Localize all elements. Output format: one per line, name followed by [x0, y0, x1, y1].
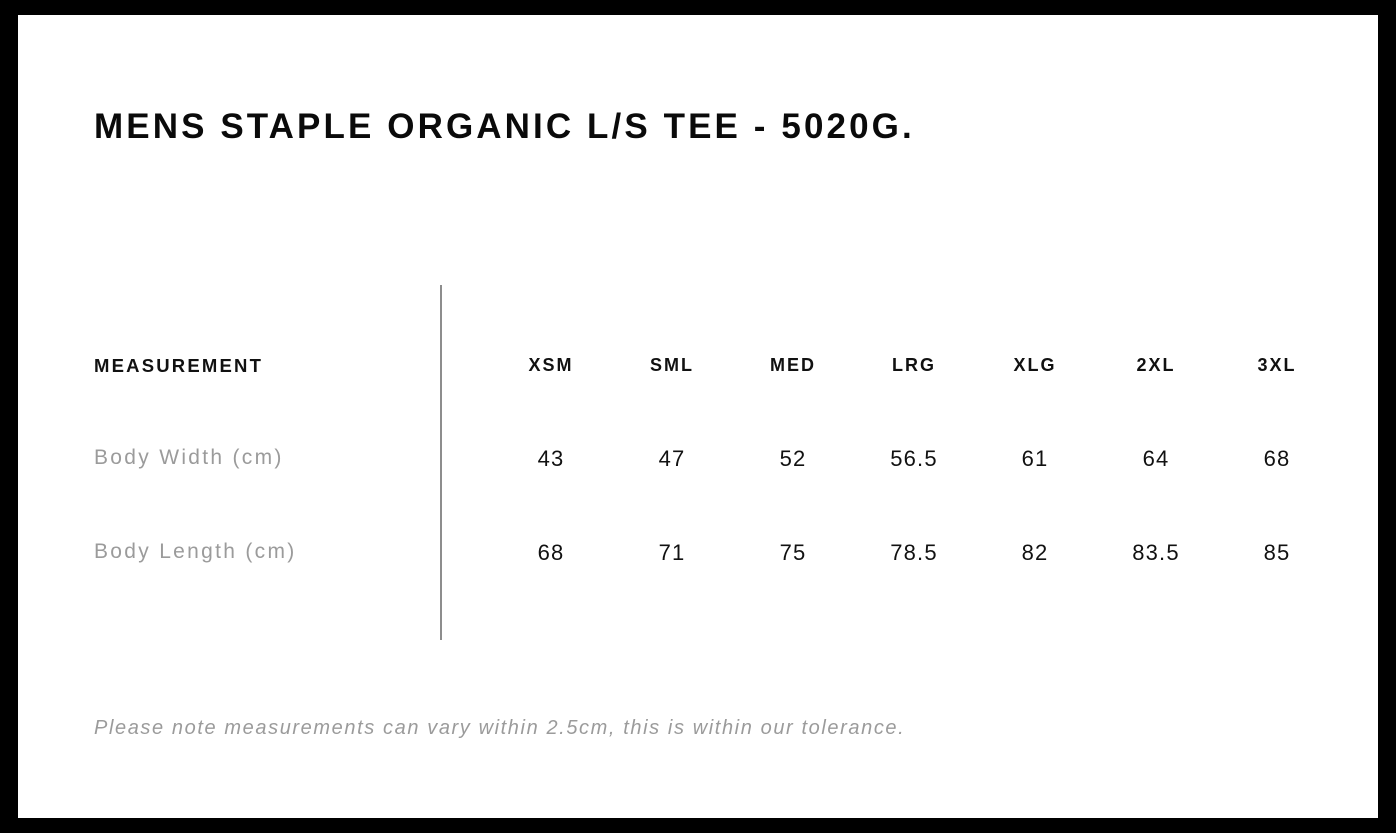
cell-body-width-xsm: 43	[537, 446, 565, 471]
column-header-measurement: MEASUREMENT	[94, 355, 264, 376]
tolerance-note: Please note measurements can vary within 2.5cm, this is within our tolerance.	[94, 717, 906, 739]
column-header-med: MED	[770, 355, 816, 375]
cell-body-width-2xl: 64	[1142, 446, 1170, 471]
cell-body-length-3xl: 85	[1263, 540, 1291, 565]
column-header-lrg: LRG	[892, 355, 936, 375]
cell-body-width-xlg: 61	[1021, 446, 1049, 471]
cell-body-length-2xl: 83.5	[1132, 540, 1180, 565]
column-header-sml: SML	[650, 355, 694, 375]
size-chart-sheet	[18, 15, 1378, 818]
size-chart-table	[18, 15, 1378, 818]
cell-body-width-sml: 47	[658, 446, 686, 471]
page-title: MENS STAPLE ORGANIC L/S TEE - 5020G.	[94, 107, 915, 146]
row-label-body-length: Body Length (cm)	[94, 540, 297, 563]
cell-body-length-sml: 71	[658, 540, 686, 565]
cell-body-width-med: 52	[779, 446, 807, 471]
column-header-xlg: XLG	[1013, 355, 1057, 375]
cell-body-length-med: 75	[779, 540, 807, 565]
cell-body-width-lrg: 56.5	[890, 446, 938, 471]
row-label-body-width: Body Width (cm)	[94, 446, 284, 469]
column-header-3xl: 3XL	[1257, 355, 1297, 375]
column-header-xsm: XSM	[528, 355, 574, 375]
column-header-2xl: 2XL	[1136, 355, 1176, 375]
cell-body-width-3xl: 68	[1263, 446, 1291, 471]
cell-body-length-lrg: 78.5	[890, 540, 938, 565]
cell-body-length-xsm: 68	[537, 540, 565, 565]
cell-body-length-xlg: 82	[1021, 540, 1049, 565]
